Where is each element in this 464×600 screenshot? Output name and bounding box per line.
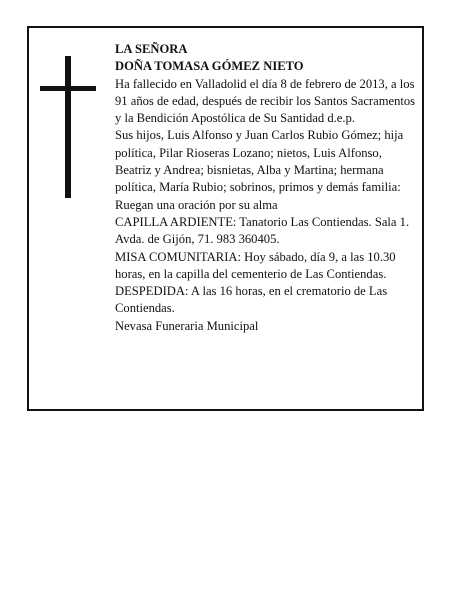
cross-horizontal-bar <box>40 86 96 91</box>
farewell-info: DESPEDIDA: A las 16 horas, en el crematorio de Las Contiendas. <box>115 284 388 316</box>
obituary-notice <box>27 26 424 411</box>
chapel-info: CAPILLA ARDIENTE: Tanatorio Las Contiendas. Sala 1. Avda. de Gijón, 71. 983 360405. <box>115 214 410 247</box>
funeral-home: Nevasa Funeraria Municipal <box>115 318 259 333</box>
deceased-name: DOÑA TOMASA GÓMEZ NIETO <box>115 59 304 74</box>
cross-vertical-bar <box>65 56 71 198</box>
family-list: Sus hijos, Luis Alfonso y Juan Carlos Rubio Gómez; hija política, Pilar Rioseras Lozano; nietos, Luis Alfonso, Beatriz y Andrea; bisnietas, Alba y Martina; hermana política, María Rubio; sobrinos, primos y demás familia: <box>115 128 404 195</box>
notice-heading-title: LA SEÑORA <box>115 42 188 56</box>
mass-info: MISA COMUNITARIA: Hoy sábado, día 9, a las 10.30 horas, en la capilla del cementerio de Las Contiendas. <box>115 249 396 281</box>
notice-body <box>115 41 420 335</box>
cross-icon <box>40 56 96 198</box>
death-announcement: Ha fallecido en Valladolid el día 8 de febrero de 2013, a los 91 años de edad, después de recibir los Santos Sacramentos y la Bendición Apostólica de Su Santidad d.e.p. <box>115 76 416 126</box>
prayer-request: Ruegan una oración por su alma <box>115 197 278 212</box>
